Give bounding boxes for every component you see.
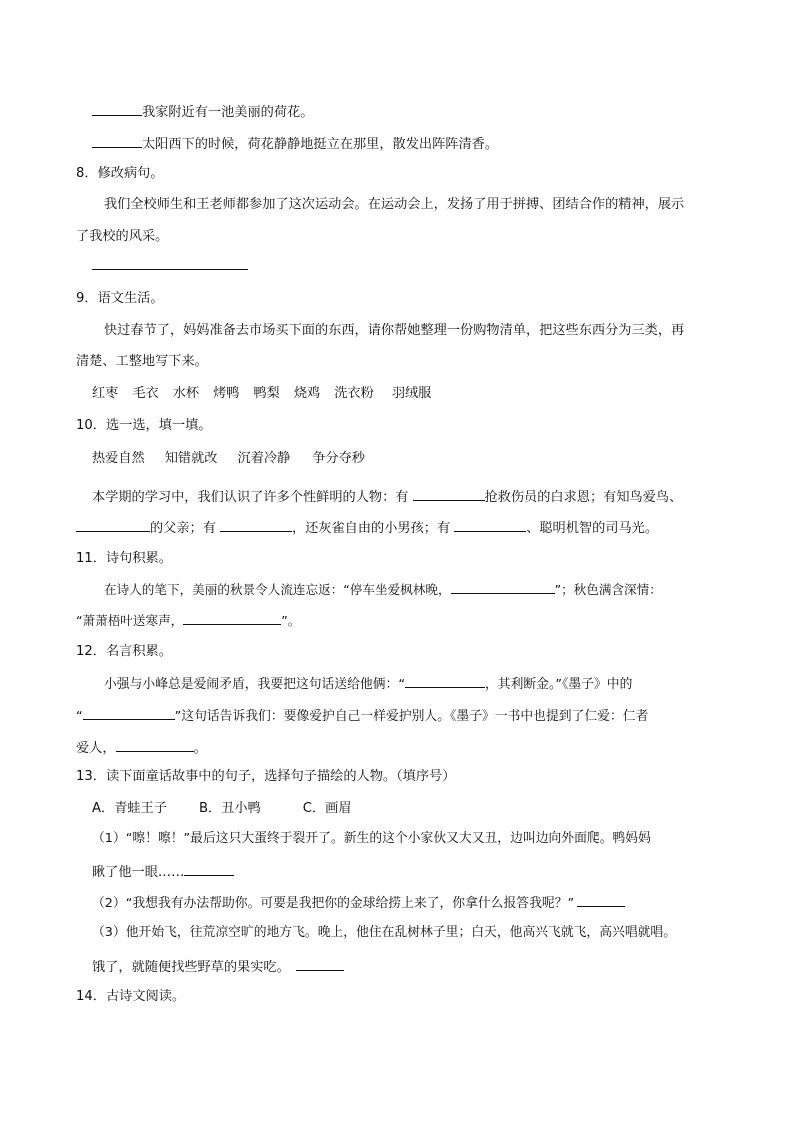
answer-blank[interactable] xyxy=(116,737,194,752)
word-option: 热爱自然 xyxy=(92,451,145,466)
sentence-text: 我家附近有一池美丽的荷花。 xyxy=(142,105,314,120)
item: 水杯 xyxy=(172,386,200,401)
item: 羽绒服 xyxy=(391,386,432,401)
sentence-line-2 xyxy=(92,133,498,154)
sentence-text: 太阳西下的时候，荷花静静地挺立在那里，散发出阵阵清香。 xyxy=(142,137,499,152)
answer-blank[interactable] xyxy=(83,705,175,720)
answer-blank[interactable] xyxy=(220,517,292,532)
answer-blank[interactable] xyxy=(454,517,526,532)
question-9-text: 快过春节了，妈妈准备去市场买下面的东西，请你帮她整理一份购物清单，把这些东西分为三类，再 xyxy=(104,323,685,338)
option-a: A．青蛙王子 xyxy=(92,801,167,816)
item: 鸭梨 xyxy=(253,386,280,401)
answer-blank[interactable] xyxy=(92,101,142,116)
answer-blank[interactable] xyxy=(184,861,234,876)
question-11-text-a: 在诗人的笔下，美丽的秋景令人流连忘返：“停车坐爱枫林晚， ”；秋色满含深情： xyxy=(104,579,662,599)
question-13-options xyxy=(92,800,352,818)
option-c: C．画眉 xyxy=(302,801,352,816)
question-10-word-bank xyxy=(92,450,365,468)
question-10-title: 10．选一选，填一填。 xyxy=(76,418,212,433)
item: 毛衣 xyxy=(132,386,159,401)
question-12-title: 12．名言积累。 xyxy=(76,644,172,659)
question-12-text-a: 小强与小峰总是爱闹矛盾，我要把这句话送给他俩：“ ，其利断金。”《墨子》中的 xyxy=(104,673,632,694)
question-13-sentence-3-cont: 饿了，就随便找些野草的果实吃。 xyxy=(92,956,344,977)
item: 洗衣粉 xyxy=(334,386,374,401)
answer-blank[interactable] xyxy=(92,133,142,148)
question-8-text: 我们全校师生和王老师都参加了这次运动会。在运动会上，发扬了用于拼搏、团结合作的精神，展示 xyxy=(104,197,685,212)
question-10-text-a: 本学期的学习中，我们认识了许多个性鲜明的人物：有 抢救伤员的白求恩；有知鸟爱鸟、 xyxy=(92,486,682,507)
question-13-sentence-2: （2）“我想我有办法帮助你。可要是我把你的金球给捞上来了，你拿什么报答我呢？” xyxy=(92,892,625,913)
question-12-text-b: “ ”这句话告诉我们：要像爱护自己一样爱护别人。《墨子》一书中也提到了仁爱：仁者 xyxy=(76,705,648,726)
question-11-text-b: “萧萧梧叶送寒声， ”。 xyxy=(76,610,300,630)
answer-blank[interactable] xyxy=(76,517,150,532)
question-8-title: 8．修改病句。 xyxy=(76,166,164,181)
word-option: 知错就改 xyxy=(164,451,218,466)
question-8-answer xyxy=(92,255,248,276)
answer-blank[interactable] xyxy=(296,956,344,971)
question-8-text-cont: 了我校的风采。 xyxy=(76,229,169,244)
item: 烧鸡 xyxy=(293,386,321,401)
question-13-sentence-1-cont: 瞅了他一眼…… xyxy=(92,861,234,882)
item: 烤鸭 xyxy=(213,386,240,401)
option-b: B．丑小鸭 xyxy=(198,801,261,816)
answer-blank[interactable] xyxy=(405,673,485,688)
question-14-title: 14．古诗文阅读。 xyxy=(76,989,186,1004)
question-11-title: 11．诗句积累。 xyxy=(76,551,172,566)
sentence-line-1 xyxy=(92,101,313,122)
item: 红枣 xyxy=(92,386,119,401)
question-9-text-cont: 清楚、工整地写下来。 xyxy=(76,354,208,369)
question-9-title: 9．语文生活。 xyxy=(76,291,164,306)
question-10-text-b: 的父亲；有 ，还灰雀自由的小男孩；有 、聪明机智的司马光。 xyxy=(76,517,658,538)
answer-blank[interactable] xyxy=(92,255,248,270)
question-13-title: 13．读下面童话故事中的句子，选择句子描绘的人物。（填序号） xyxy=(76,769,456,784)
answer-blank[interactable] xyxy=(413,486,485,501)
question-13-sentence-1: （1）“嚓！嚓！”最后这只大蛋终于裂开了。新生的这个小家伙又大又丑，边叫边向外面爬。鸭妈妈 xyxy=(92,831,651,846)
answer-blank[interactable] xyxy=(451,579,555,594)
word-option: 争分夺秒 xyxy=(312,451,365,466)
question-12-text-c: 爱人， 。 xyxy=(76,737,207,758)
answer-blank[interactable] xyxy=(183,610,281,625)
word-option: 沉着冷静 xyxy=(237,451,291,466)
answer-blank[interactable] xyxy=(577,892,625,907)
question-9-items xyxy=(92,385,431,403)
question-13-sentence-3: （3）他开始飞，往荒凉空旷的地方飞。晚上，他住在乱树林子里；白天，他高兴飞就飞，高兴唱就唱。 xyxy=(92,925,677,940)
